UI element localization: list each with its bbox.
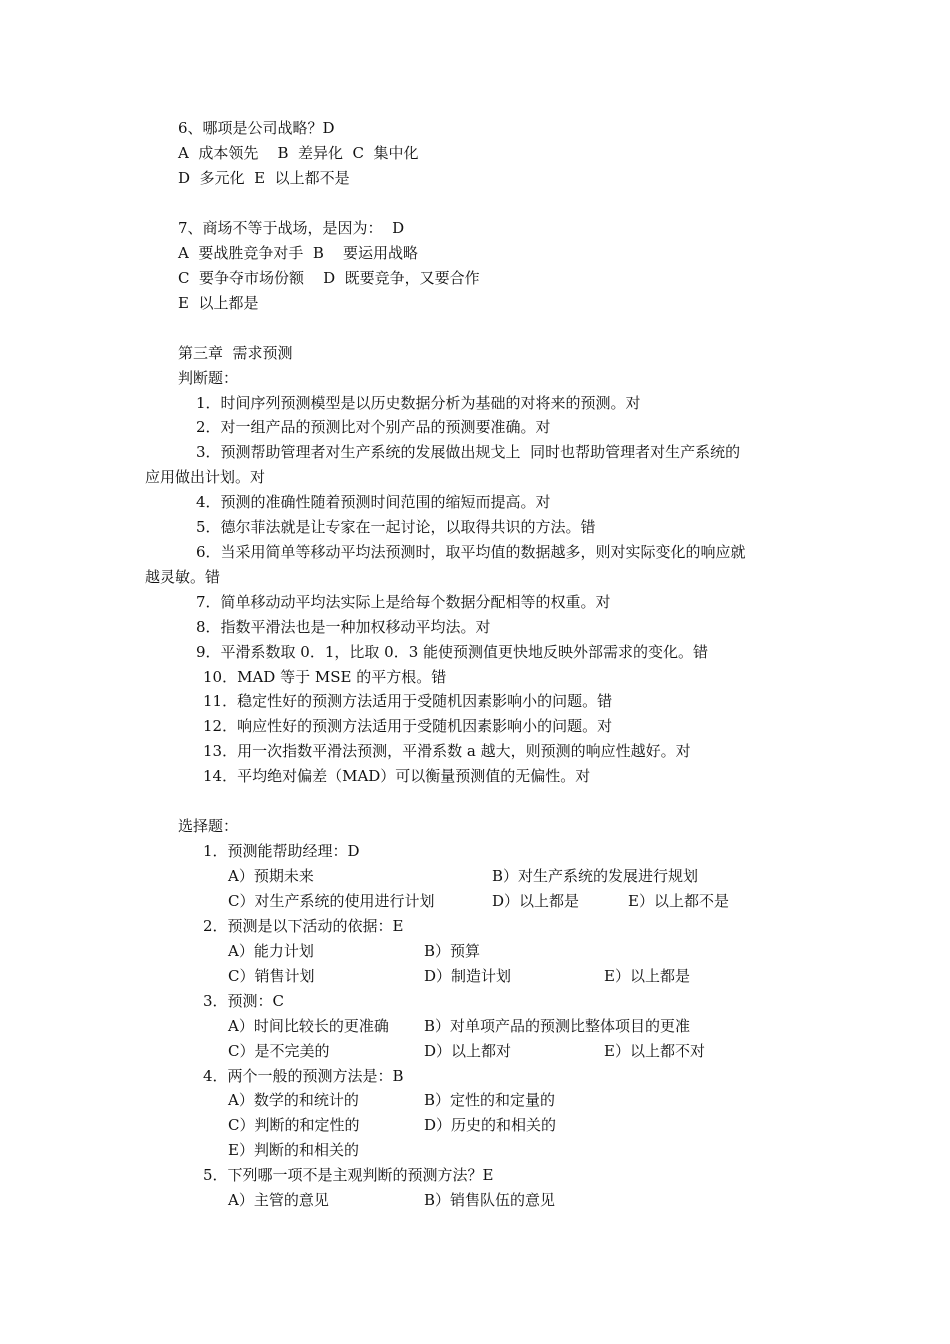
choice-heading: 选择题： bbox=[178, 817, 239, 835]
choice-option: E）以上都是 bbox=[604, 967, 690, 985]
q7-options-1: A 要战胜竞争对手 B 要运用战略 bbox=[178, 244, 419, 262]
judge-item: 1．时间序列预测模型是以历史数据分析为基础的对将来的预测。对 bbox=[196, 394, 641, 412]
choice-option: E）以上都不是 bbox=[628, 892, 729, 910]
choice-question: 4．两个一般的预测方法是：B bbox=[203, 1067, 404, 1085]
choice-option: C）判断的和定性的 bbox=[228, 1116, 360, 1134]
judge-heading: 判断题： bbox=[178, 369, 239, 387]
choice-option: B）对单项产品的预测比整体项目的更准 bbox=[424, 1017, 691, 1035]
choice-option: D）以上都是 bbox=[492, 892, 580, 910]
judge-item: 9．平滑系数取 0．1，比取 0．3 能使预测值更快地反映外部需求的变化。错 bbox=[196, 643, 709, 661]
judge-item-continuation: 应用做出计划。对 bbox=[145, 468, 266, 486]
choice-option: C）是不完美的 bbox=[228, 1042, 330, 1060]
q6-options-2: D 多元化 E 以上都不是 bbox=[178, 169, 350, 187]
choice-option: A）时间比较长的更准确 bbox=[228, 1017, 389, 1035]
judge-item: 11．稳定性好的预测方法适用于受随机因素影响小的问题。错 bbox=[203, 692, 613, 710]
choice-option: B）定性的和定量的 bbox=[424, 1091, 556, 1109]
choice-option: D）制造计划 bbox=[424, 967, 512, 985]
judge-item-continuation: 越灵敏。错 bbox=[145, 568, 221, 586]
choice-question: 5．下列哪一项不是主观判断的预测方法？E bbox=[203, 1166, 494, 1184]
choice-option: C）对生产系统的使用进行计划 bbox=[228, 892, 435, 910]
q6-options-1: A 成本领先 B 差异化 C 集中化 bbox=[178, 144, 419, 162]
judge-item: 8．指数平滑法也是一种加权移动平均法。对 bbox=[196, 618, 491, 636]
choice-option: B）销售队伍的意见 bbox=[424, 1191, 556, 1209]
judge-item: 3．预测帮助管理者对生产系统的发展做出规戈上 同时也帮助管理者对生产系统的 bbox=[196, 443, 741, 461]
choice-option: A）预期未来 bbox=[228, 867, 314, 885]
judge-item: 6．当采用简单等移动平均法预测时，取平均值的数据越多，则对实际变化的响应就 bbox=[196, 543, 746, 561]
judge-item: 4．预测的准确性随着预测时间范围的缩短而提高。对 bbox=[196, 493, 551, 511]
judge-item: 14．平均绝对偏差（MAD）可以衡量预测值的无偏性。对 bbox=[203, 767, 591, 785]
choice-option: E）以上都不对 bbox=[604, 1042, 705, 1060]
choice-option: A）能力计划 bbox=[228, 942, 314, 960]
choice-option: A）数学的和统计的 bbox=[228, 1091, 359, 1109]
q7-question: 7、商场不等于战场，是因为： D bbox=[178, 219, 405, 237]
choice-option: E）判断的和相关的 bbox=[228, 1141, 359, 1159]
judge-item: 5．德尔菲法就是让专家在一起讨论，以取得共识的方法。错 bbox=[196, 518, 596, 536]
judge-item: 7．简单移动动平均法实际上是给每个数据分配相等的权重。对 bbox=[196, 593, 611, 611]
choice-question: 2．预测是以下活动的依据：E bbox=[203, 917, 404, 935]
choice-option: D）历史的和相关的 bbox=[424, 1116, 557, 1134]
judge-item: 10．MAD 等于 MSE 的平方根。错 bbox=[203, 668, 447, 686]
q7-options-3: E 以上都是 bbox=[178, 294, 259, 312]
q6-question: 6、哪项是公司战略？D bbox=[178, 119, 335, 137]
judge-item: 13．用一次指数平滑法预测，平滑系数 a 越大，则预测的响应性越好。对 bbox=[203, 742, 691, 760]
choice-option: A）主管的意见 bbox=[228, 1191, 329, 1209]
choice-question: 1．预测能帮助经理：D bbox=[203, 842, 360, 860]
chapter-title: 第三章 需求预测 bbox=[178, 344, 293, 362]
choice-option: D）以上都对 bbox=[424, 1042, 512, 1060]
choice-option: C）销售计划 bbox=[228, 967, 315, 985]
choice-question: 3．预测：C bbox=[203, 992, 285, 1010]
judge-item: 12．响应性好的预测方法适用于受随机因素影响小的问题。对 bbox=[203, 717, 613, 735]
choice-option: B）对生产系统的发展进行规划 bbox=[492, 867, 699, 885]
judge-item: 2．对一组产品的预测比对个别产品的预测要准确。对 bbox=[196, 418, 551, 436]
choice-option: B）预算 bbox=[424, 942, 481, 960]
q7-options-2: C 要争夺市场份额 D 既要竞争，又要合作 bbox=[178, 269, 480, 287]
